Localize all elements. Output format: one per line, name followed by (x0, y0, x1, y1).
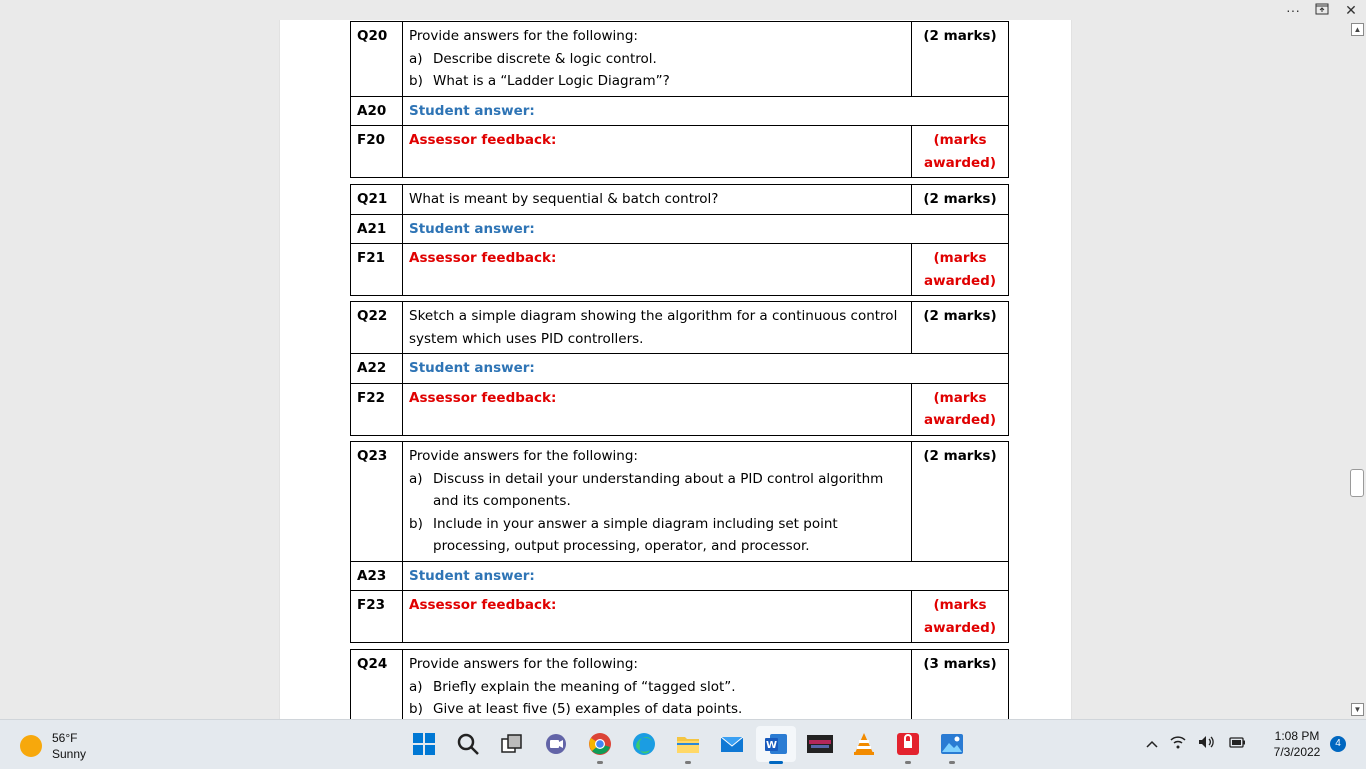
question-text: Provide answers for the following: a) Discuss in detail your understanding about a PID control algorithm and its components. b) Include in your answer a simple diagram including set point processing, output processing, operator, and processor. (403, 442, 912, 562)
question-text: Provide answers for the following: a) Briefly explain the meaning of “tagged slot”. b) Give at least five (5) examples of data points. (403, 650, 912, 720)
assessor-feedback-field[interactable]: Assessor feedback: (403, 244, 912, 296)
answer-id: A20 (351, 96, 403, 126)
question-id: Q23 (351, 442, 403, 562)
vertical-scrollbar[interactable] (1349, 20, 1366, 719)
question-id: Q21 (351, 185, 403, 215)
question-id: Q24 (351, 650, 403, 720)
scroll-thumb[interactable] (1350, 469, 1364, 497)
marks-label: (2 marks) (912, 302, 1009, 354)
volume-icon[interactable] (1198, 735, 1216, 752)
task-view-icon[interactable] (492, 726, 532, 762)
question-id: Q20 (351, 22, 403, 97)
question-text: What is meant by sequential & batch control? (403, 185, 912, 215)
notification-badge[interactable]: 4 (1330, 736, 1346, 752)
question-table-q21 (350, 184, 1009, 296)
restore-icon[interactable] (1311, 0, 1333, 20)
scroll-down-icon[interactable]: ▼ (1351, 703, 1364, 716)
battery-icon[interactable] (1228, 735, 1246, 752)
clock-time: 1:08 PM (1274, 729, 1320, 743)
marks-label: (2 marks) (912, 22, 1009, 97)
answer-id: A21 (351, 214, 403, 244)
marks-label: (2 marks) (912, 185, 1009, 215)
marks-awarded-field[interactable]: (marks awarded) (912, 383, 1009, 435)
student-answer-field[interactable]: Student answer: (403, 96, 1009, 126)
file-explorer-icon[interactable] (668, 726, 708, 762)
marks-label: (3 marks) (912, 650, 1009, 720)
answer-id: A23 (351, 561, 403, 591)
document-page (279, 20, 1072, 719)
edge-icon[interactable] (624, 726, 664, 762)
student-answer-field[interactable]: Student answer: (403, 354, 1009, 384)
more-options-button[interactable]: ··· (1286, 2, 1300, 18)
feedback-id: F23 (351, 591, 403, 643)
chevron-up-icon[interactable] (1146, 736, 1158, 751)
marks-awarded-field[interactable]: (marks awarded) (912, 244, 1009, 296)
clock-date: 7/3/2022 (1273, 745, 1321, 759)
marks-awarded-field[interactable]: (marks awarded) (912, 591, 1009, 643)
clock[interactable] (1262, 728, 1332, 760)
assessor-feedback-field[interactable]: Assessor feedback: (403, 383, 912, 435)
question-table-q20 (350, 21, 1009, 178)
assessor-feedback-field[interactable]: Assessor feedback: (403, 126, 912, 178)
question-table-q23 (350, 441, 1009, 643)
temperature: 56°F (52, 731, 78, 745)
vlc-icon[interactable] (844, 726, 884, 762)
student-answer-field[interactable]: Student answer: (403, 561, 1009, 591)
question-text: Provide answers for the following: a) Describe discrete & logic control. b) What is a “Ladder Logic Diagram”? (403, 22, 912, 97)
weather-widget[interactable] (20, 730, 86, 762)
svg-text:W: W (765, 740, 778, 751)
question-text: Sketch a simple diagram showing the algorithm for a continuous control system which uses PID controllers. (403, 302, 912, 354)
search-icon[interactable] (448, 726, 488, 762)
question-id: Q22 (351, 302, 403, 354)
feedback-id: F22 (351, 383, 403, 435)
taskbar-apps (404, 726, 976, 762)
answer-id: A22 (351, 354, 403, 384)
weather-condition: Sunny (52, 747, 87, 761)
security-app-icon[interactable] (888, 726, 928, 762)
sun-icon (20, 735, 42, 757)
chat-icon[interactable] (536, 726, 576, 762)
app-thumbnail-icon[interactable] (800, 726, 840, 762)
feedback-id: F21 (351, 244, 403, 296)
mail-icon[interactable] (712, 726, 752, 762)
marks-awarded-field[interactable]: (marks awarded) (912, 126, 1009, 178)
feedback-id: F20 (351, 126, 403, 178)
question-table-q22 (350, 301, 1009, 436)
photos-icon[interactable] (932, 726, 972, 762)
system-tray (1146, 735, 1246, 752)
start-icon[interactable] (404, 726, 444, 762)
marks-label: (2 marks) (912, 442, 1009, 562)
word-icon[interactable] (756, 726, 796, 762)
close-button[interactable]: ✕ (1345, 2, 1357, 18)
assessor-feedback-field[interactable]: Assessor feedback: (403, 591, 912, 643)
wifi-icon[interactable] (1170, 735, 1186, 752)
chrome-icon[interactable] (580, 726, 620, 762)
scroll-up-icon[interactable]: ▲ (1351, 23, 1364, 36)
taskbar (0, 719, 1366, 769)
question-table-q24 (350, 649, 1009, 719)
student-answer-field[interactable]: Student answer: (403, 214, 1009, 244)
